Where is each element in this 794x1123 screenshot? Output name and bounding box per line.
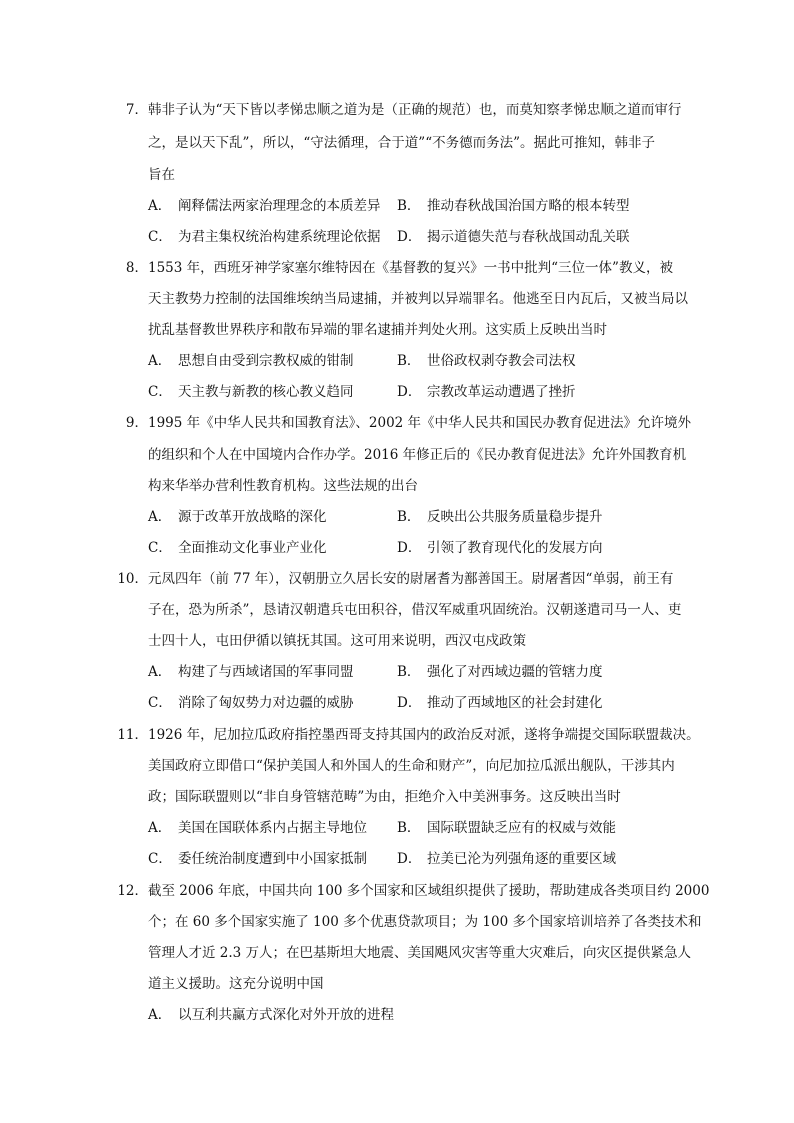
option-letter: A． bbox=[148, 1007, 172, 1023]
question-text: 截至 2006 年底，中国共向 100 多个国家和区域组织提供了援助，帮助建成各类项目约 2000 bbox=[148, 883, 710, 899]
question-8-line-2: 天主教势力控制的法国维埃纳当局逮捕，并被判以异端罪名。他逃至日内瓦后，又被当局以 bbox=[148, 291, 688, 307]
question-7-line-1 bbox=[108, 100, 688, 120]
question-8-option-d[interactable] bbox=[397, 382, 576, 402]
question-11-line-2: 美国政府立即借口“保护美国人和外国人的生命和财产”，向尼加拉瓜派出舰队，干涉其内 bbox=[148, 758, 675, 774]
question-10-option-b[interactable] bbox=[397, 662, 603, 682]
option-text: 源于改革开放战略的深化 bbox=[178, 509, 327, 525]
question-9-option-b[interactable] bbox=[397, 507, 603, 527]
question-10-line-1 bbox=[108, 569, 688, 589]
question-9-line-3: 构来华举办营利性教育机构。这些法规的出台 bbox=[148, 478, 418, 494]
option-letter: B． bbox=[397, 509, 421, 525]
option-text: 思想自由受到宗教权威的钳制 bbox=[178, 353, 354, 369]
option-letter: C． bbox=[148, 851, 172, 867]
question-7-line-2: 之，是以天下乱”，所以，“守法循理，合于道”“不务德而务法”。据此可推知，韩非子 bbox=[148, 135, 656, 151]
option-text: 引领了教育现代化的发展方向 bbox=[427, 540, 603, 556]
question-9-line-2: 的组织和个人在中国境内合作办学。2016 年修正后的《民办教育促进法》允许外国教育机 bbox=[148, 447, 687, 463]
option-letter: A． bbox=[148, 353, 172, 369]
question-11-option-c[interactable] bbox=[148, 849, 367, 869]
question-10-option-c[interactable] bbox=[148, 693, 354, 713]
question-11-option-b[interactable] bbox=[397, 818, 616, 838]
option-text: 美国在国联体系内占据主导地位 bbox=[178, 820, 367, 836]
question-8-option-a[interactable] bbox=[148, 351, 354, 371]
option-letter: A． bbox=[148, 820, 172, 836]
option-letter: B． bbox=[397, 198, 421, 214]
question-11-line-1 bbox=[108, 725, 700, 745]
question-9-option-c[interactable] bbox=[148, 538, 327, 558]
option-letter: A． bbox=[148, 198, 172, 214]
option-text: 委任统治制度遭到中小国家抵制 bbox=[178, 851, 367, 867]
question-7-option-c[interactable] bbox=[148, 227, 381, 247]
question-number: 8． bbox=[125, 260, 148, 276]
option-letter: D． bbox=[397, 695, 422, 711]
option-letter: B． bbox=[397, 353, 421, 369]
option-letter: A． bbox=[148, 664, 172, 680]
question-text: 韩非子认为“天下皆以孝悌忠顺之道为是（正确的规范）也，而莫知察孝悌忠顺之道而审行 bbox=[148, 102, 682, 118]
option-text: 拉美已沦为列强角逐的重要区域 bbox=[427, 851, 616, 867]
question-11-option-d[interactable] bbox=[397, 849, 616, 869]
option-text: 宗教改革运动遭遇了挫折 bbox=[427, 384, 576, 400]
question-9-option-a[interactable] bbox=[148, 507, 327, 527]
question-7-line-3: 旨在 bbox=[148, 167, 175, 183]
option-text: 天主教与新教的核心教义趋同 bbox=[178, 384, 354, 400]
option-text: 构建了与西域诸国的军事同盟 bbox=[178, 664, 354, 680]
option-text: 阐释儒法两家治理理念的本质差异 bbox=[178, 198, 381, 214]
option-letter: B． bbox=[397, 664, 421, 680]
option-text: 推动春秋战国治国方略的根本转型 bbox=[427, 198, 630, 214]
question-9-line-1 bbox=[108, 413, 692, 433]
option-letter: C． bbox=[148, 229, 172, 245]
question-8-option-c[interactable] bbox=[148, 382, 354, 402]
question-10-line-3: 士四十人，屯田伊循以镇抚其国。这可用来说明，西汉屯戍政策 bbox=[148, 633, 526, 649]
question-12-line-1 bbox=[108, 881, 710, 901]
option-letter: D． bbox=[397, 229, 422, 245]
option-letter: D． bbox=[397, 384, 422, 400]
question-12-line-2: 个；在 60 多个国家实施了 100 多个优惠贷款项目；为 100 多个国家培训培养了各类技术和 bbox=[148, 914, 702, 930]
option-text: 世俗政权剥夺教会司法权 bbox=[427, 353, 576, 369]
question-7-option-d[interactable] bbox=[397, 227, 630, 247]
option-text: 以互利共赢方式深化对外开放的进程 bbox=[178, 1007, 394, 1023]
question-12-line-3: 管理人才近 2.3 万人；在巴基斯坦大地震、美国飓风灾害等重大灾难后，向灾区提供紧急人 bbox=[148, 945, 692, 961]
question-number: 11． bbox=[117, 727, 148, 743]
option-letter: C． bbox=[148, 540, 172, 556]
question-number: 9． bbox=[125, 415, 148, 431]
option-letter: A． bbox=[148, 509, 172, 525]
option-letter: D． bbox=[397, 540, 422, 556]
question-7-option-b[interactable] bbox=[397, 196, 630, 216]
question-number: 10． bbox=[117, 571, 148, 587]
option-letter: D． bbox=[397, 851, 422, 867]
option-text: 强化了对西域边疆的管辖力度 bbox=[427, 664, 603, 680]
option-text: 国际联盟缺乏应有的权威与效能 bbox=[427, 820, 616, 836]
question-10-option-d[interactable] bbox=[397, 693, 603, 713]
question-text: 1553 年，西班牙神学家塞尔维特因在《基督教的复兴》一书中批判“三位一体”教义，被 bbox=[148, 260, 673, 276]
option-text: 全面推动文化事业产业化 bbox=[178, 540, 327, 556]
question-7-option-a[interactable] bbox=[148, 196, 381, 216]
option-letter: B． bbox=[397, 820, 421, 836]
option-letter: C． bbox=[148, 384, 172, 400]
question-12-line-4: 道主义援助。这充分说明中国 bbox=[148, 976, 324, 992]
question-text: 元凤四年（前 77 年），汉朝册立久居长安的尉屠耆为鄯善国王。尉屠耆因“单弱，前王有 bbox=[148, 571, 674, 587]
question-11-option-a[interactable] bbox=[148, 818, 367, 838]
question-8-option-b[interactable] bbox=[397, 351, 576, 371]
question-9-option-d[interactable] bbox=[397, 538, 603, 558]
question-10-option-a[interactable] bbox=[148, 662, 354, 682]
question-text: 1995 年《中华人民共和国教育法》、2002 年《中华人民共和国民办教育促进法》允许境外 bbox=[148, 415, 692, 431]
option-text: 推动了西域地区的社会封建化 bbox=[427, 695, 603, 711]
option-text: 为君主集权统治构建系统理论依据 bbox=[178, 229, 381, 245]
question-12-option-a[interactable] bbox=[148, 1005, 394, 1025]
question-number: 7． bbox=[125, 102, 148, 118]
question-8-line-3: 扰乱基督教世界秩序和散布异端的罪名逮捕并判处火刑。这实质上反映出当时 bbox=[148, 322, 607, 338]
option-text: 揭示道德失范与春秋战国动乱关联 bbox=[427, 229, 630, 245]
question-10-line-2: 子在，恐为所杀”，恳请汉朝遣兵屯田积谷，借汉军威重巩固统治。汉朝遂遣司马一人、吏 bbox=[148, 602, 682, 618]
option-text: 消除了匈奴势力对边疆的威胁 bbox=[178, 695, 354, 711]
option-letter: C． bbox=[148, 695, 172, 711]
question-8-line-1 bbox=[108, 258, 688, 278]
question-11-line-3: 政；国际联盟则以“非自身管辖范畴”为由，拒绝介入中美洲事务。这反映出当时 bbox=[148, 789, 621, 805]
question-text: 1926 年，尼加拉瓜政府指控墨西哥支持其国内的政治反对派，遂将争端提交国际联盟裁决。 bbox=[148, 727, 700, 743]
question-number: 12． bbox=[117, 883, 148, 899]
option-text: 反映出公共服务质量稳步提升 bbox=[427, 509, 603, 525]
